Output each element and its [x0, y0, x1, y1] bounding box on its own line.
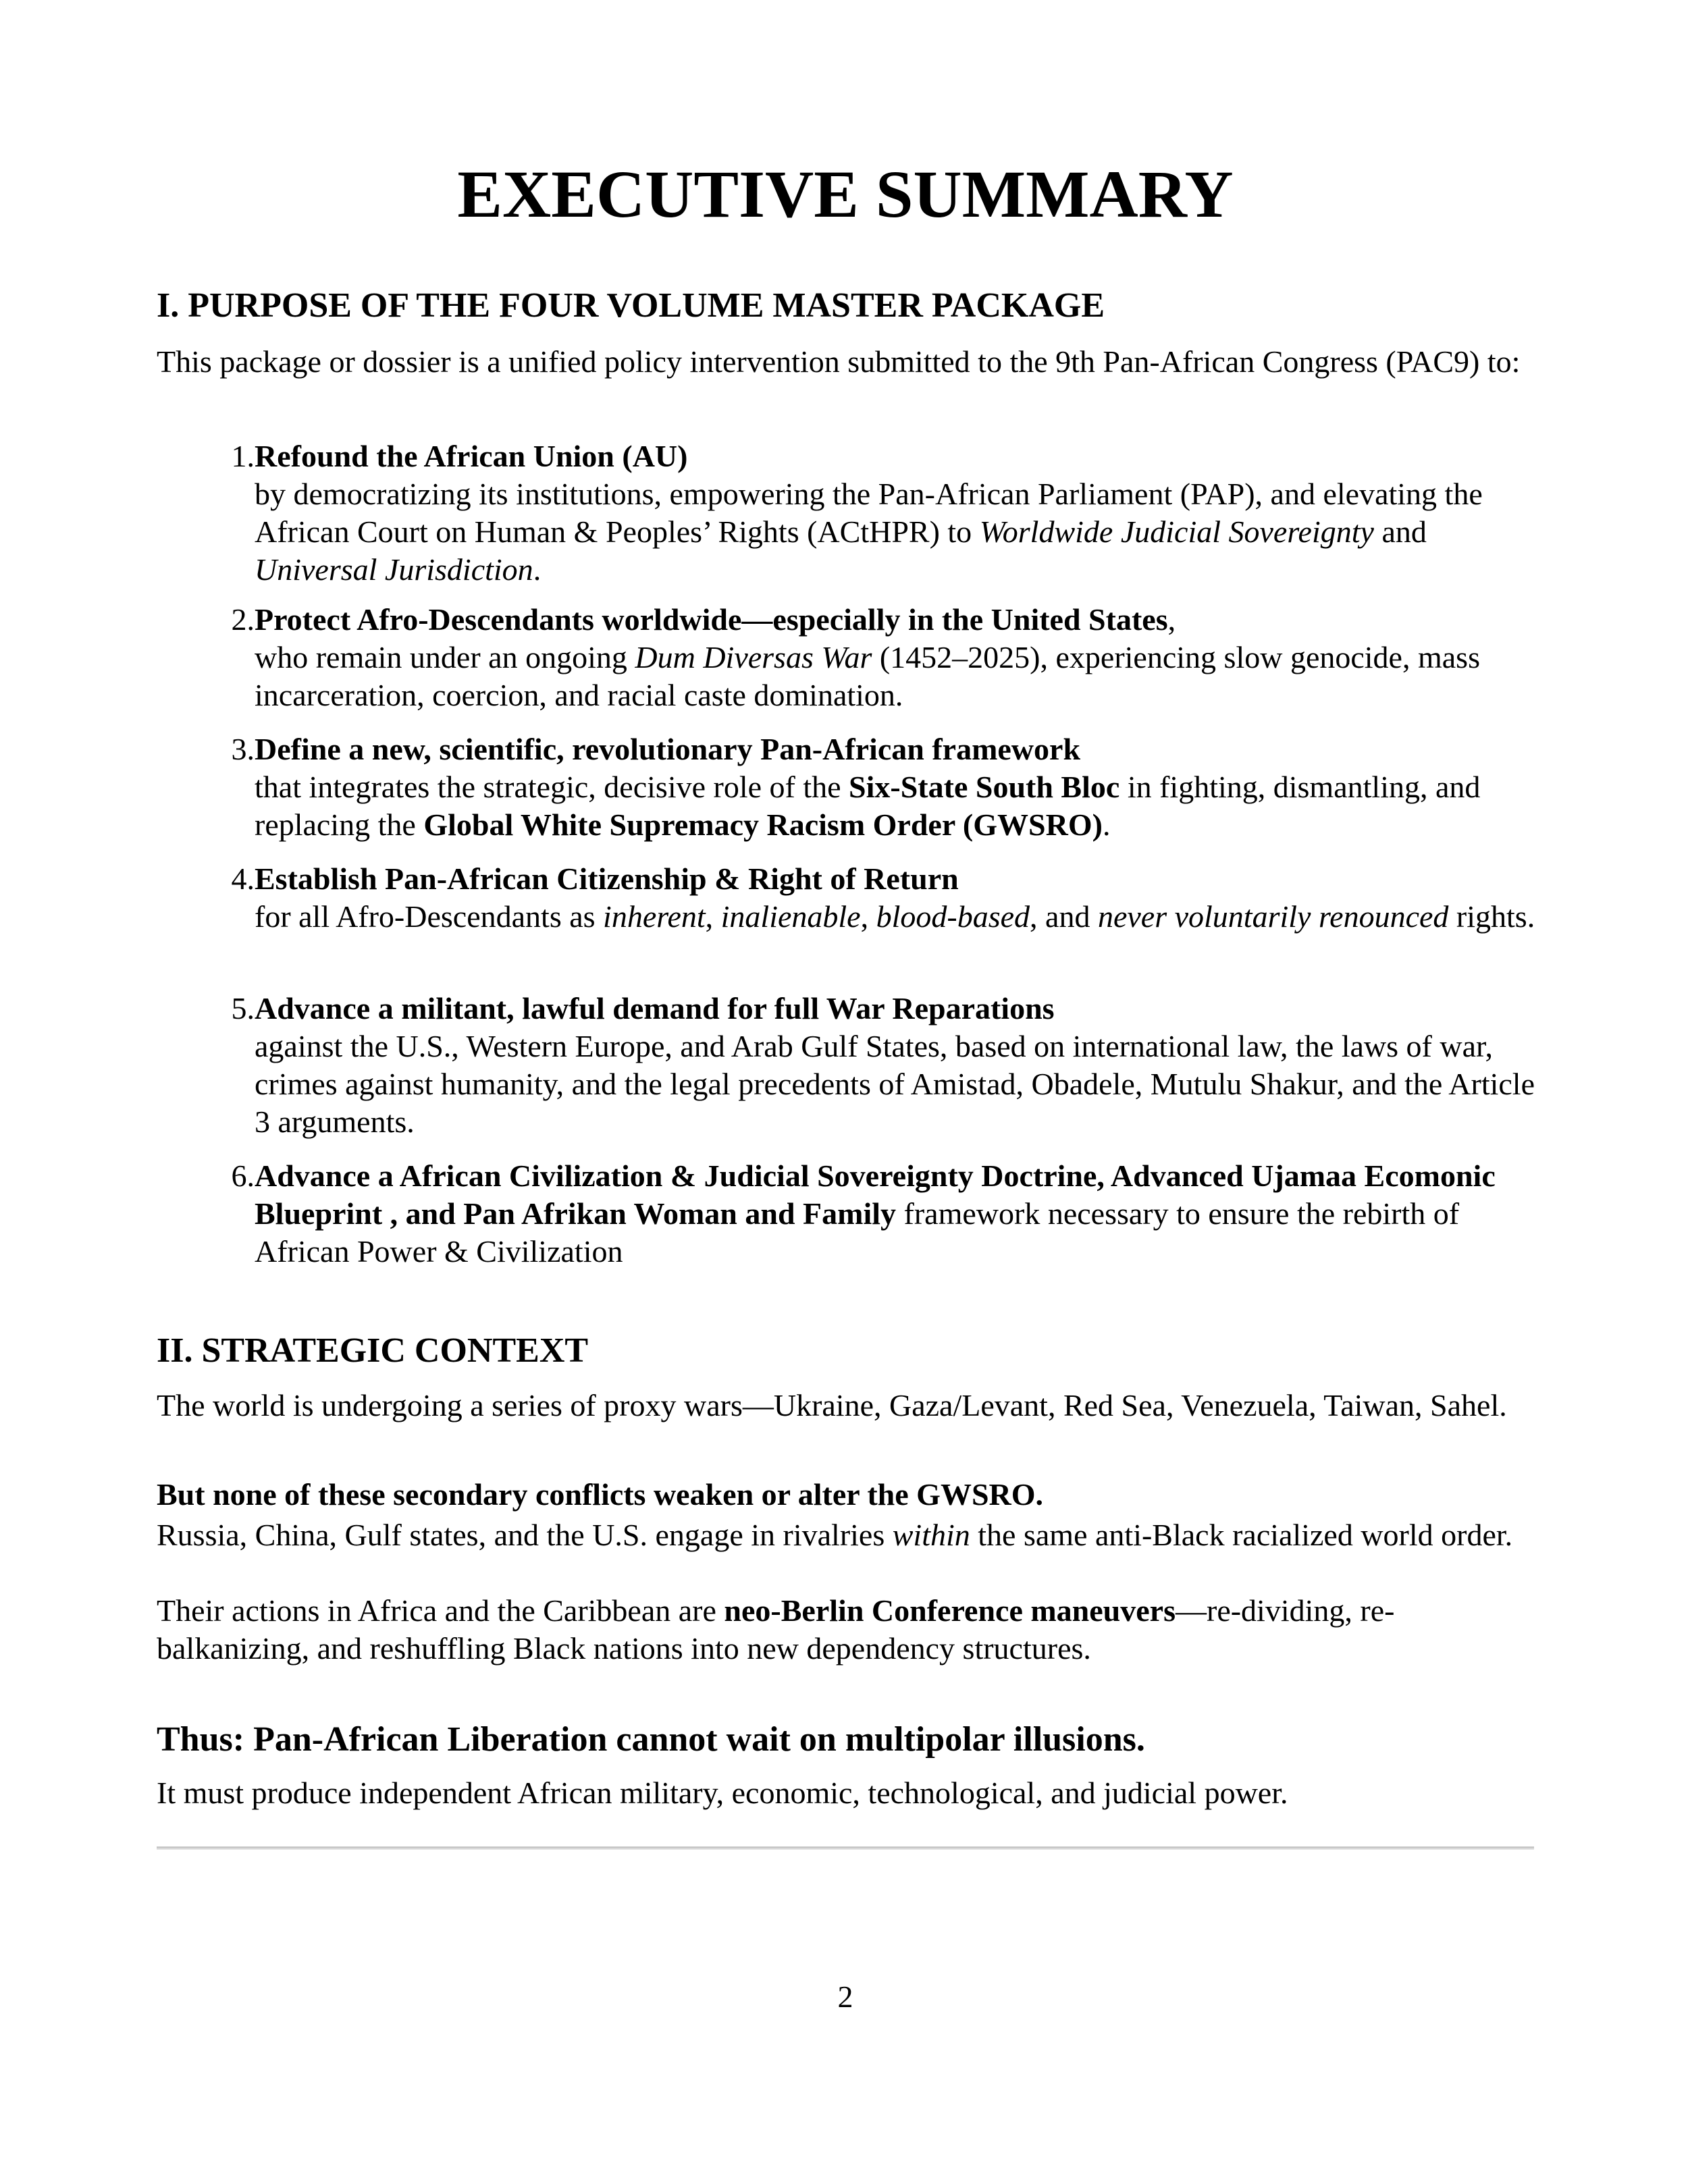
list-item-number: 1.: [231, 439, 255, 473]
page-title: EXECUTIVE SUMMARY: [457, 157, 1234, 232]
section-heading-strategic-context: II. STRATEGIC CONTEXT: [157, 1331, 589, 1370]
list-item-number: 2.: [231, 602, 255, 637]
list-item-number: 3.: [231, 732, 255, 766]
section-heading-purpose: I. PURPOSE OF THE FOUR VOLUME MASTER PACKAGE: [157, 286, 1105, 325]
section-heading-thus: Thus: Pan-African Liberation cannot wait on multipolar illusions.: [157, 1720, 1145, 1759]
list-item-lead: Establish Pan-African Citizenship & Right of Return: [255, 861, 959, 896]
list-item-lead: Advance a African Civilization & Judicial Sovereignty Doctrine, Advanced Ujamaa Ecomonic Blueprint , and Pan Afrikan Woman and Family: [255, 1158, 1496, 1231]
horizontal-rule: [157, 1846, 1534, 1850]
list-item-body: Protect Afro-Descendants worldwide—especially in the United States, who remain under an ongoing Dum Diversas War (1452–2025), experiencing slow genocide, mass incarceration, coercion, and racial caste domination.: [255, 602, 1480, 712]
page-number: 2: [837, 1979, 853, 2014]
context-bold-statement: But none of these secondary conflicts weaken or alter the GWSRO.: [157, 1477, 1044, 1512]
context-paragraph: The world is undergoing a series of proxy wars—Ukraine, Gaza/Levant, Red Sea, Venezuela, Taiwan, Sahel.: [157, 1388, 1507, 1422]
list-item-body: Define a new, scientific, revolutionary Pan-African framework that integrates the strategic, decisive role of the Six-State South Bloc in fighting, dismantling, and replacing the Global White Supremacy Racism Order (GWSRO).: [255, 732, 1481, 842]
purpose-intro-paragraph: This package or dossier is a unified policy intervention submitted to the 9th Pan-African Congress (PAC9) to:: [157, 344, 1521, 379]
list-item-lead: Advance a militant, lawful demand for full War Reparations: [255, 991, 1055, 1026]
list-item-body: Advance a militant, lawful demand for full War Reparations against the U.S., Western Europe, and Arab Gulf States, based on international law, the laws of war, crimes against humanity, and the legal precedents of Amistad, Obadele, Mutulu Shakur, and the Article 3 arguments.: [255, 991, 1535, 1139]
closing-paragraph: It must produce independent African military, economic, technological, and judicial power.: [157, 1776, 1288, 1810]
list-item-body: Establish Pan-African Citizenship & Right of Return for all Afro-Descendants as inherent, inalienable, blood-based, and never voluntarily renounced rights.: [255, 861, 1535, 934]
context-paragraph: Their actions in Africa and the Caribbean are neo-Berlin Conference maneuvers—re-dividing, re-balkanizing, and reshuffling Black nations into new dependency structures.: [157, 1593, 1395, 1666]
list-item-body: Advance a African Civilization & Judicial Sovereignty Doctrine, Advanced Ujamaa Ecomonic Blueprint , and Pan Afrikan Woman and Family framework necessary to ensure the rebirth of African Power & Civilization: [255, 1158, 1496, 1269]
list-item-body: Refound the African Union (AU) by democratizing its institutions, empowering the Pan-African Parliament (PAP), and elevating the African Court on Human & Peoples’ Rights (ACtHPR) to Worldwide Judicial Sovereignty and Universal Jurisdiction.: [255, 439, 1483, 587]
list-item-lead: Define a new, scientific, revolutionary Pan-African framework: [255, 732, 1081, 766]
list-item-lead: Refound the African Union (AU): [255, 439, 688, 473]
list-item-number: 4.: [231, 861, 255, 896]
context-paragraph: Russia, China, Gulf states, and the U.S. engage in rivalries within the same anti-Black racialized world order.: [157, 1518, 1513, 1552]
list-item-number: 6.: [231, 1158, 255, 1193]
list-item-number: 5.: [231, 991, 255, 1026]
list-item-lead: Protect Afro-Descendants worldwide—especially in the United States: [255, 602, 1168, 637]
